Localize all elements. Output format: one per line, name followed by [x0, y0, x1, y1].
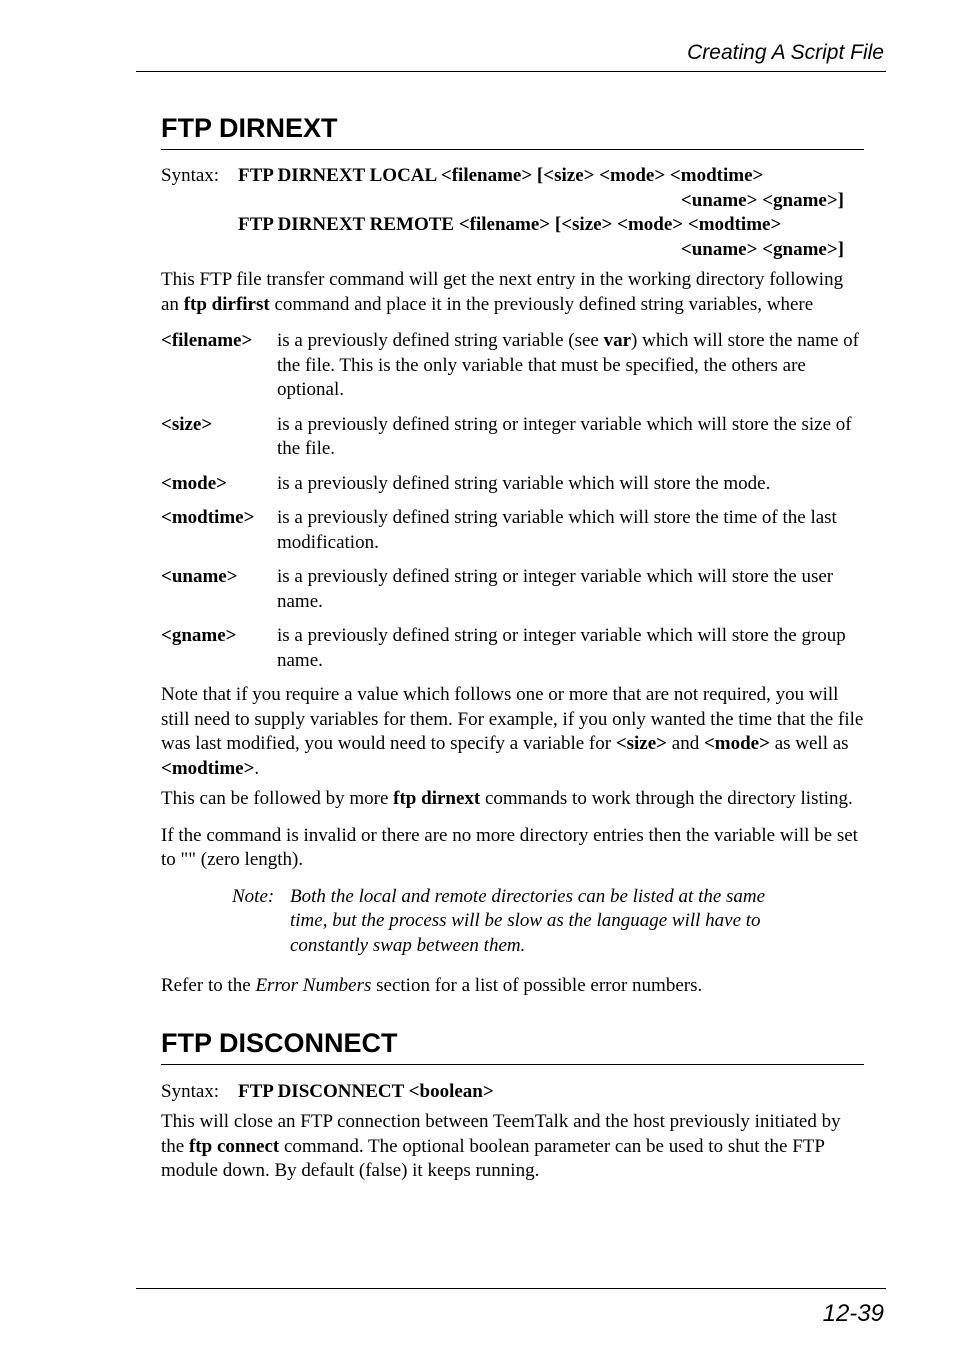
section-title-ftp-disconnect: FTP DISCONNECT: [161, 1026, 864, 1065]
definition-desc: is a previously defined string or integer variable which will store the group name.: [277, 625, 846, 671]
definition-item: [161, 565, 864, 614]
keyword-ftp-dirfirst: ftp dirfirst: [183, 293, 270, 315]
definition-item: [161, 329, 864, 403]
syntax-local-line-2: <uname> <gname>]: [680, 189, 844, 211]
note-block: [232, 885, 792, 959]
definition-desc: is a previously defined string variable (see var) which will store the name of the file. This is the only variable that must be specified, the others are optional.: [277, 330, 859, 400]
syntax-local-line-1: FTP DIRNEXT LOCAL <filename> [<size> <mode> <modtime>: [238, 165, 764, 186]
definition-desc: is a previously defined string variable which will store the mode.: [277, 472, 771, 494]
running-header: [136, 40, 886, 72]
definition-item: [161, 624, 864, 673]
definition-desc: is a previously defined string variable which will store the time of the last modification.: [277, 507, 837, 553]
definition-term: <uname>: [161, 566, 238, 587]
intro-paragraph: This FTP file transfer command will get the next entry in the working directory following an ftp dirfirst command and place it in the previously defined string variables, where: [161, 269, 844, 315]
syntax-remote-line-1: FTP DIRNEXT REMOTE <filename> [<size> <mode> <modtime>: [238, 214, 782, 235]
page-content: [161, 110, 864, 1184]
definition-term: <mode>: [161, 472, 227, 494]
note-label: Note:: [232, 885, 275, 907]
definition-item: [161, 472, 864, 497]
refer-paragraph: Refer to the Error Numbers section for a list of possible error numbers.: [161, 975, 703, 996]
definition-desc: is a previously defined string or integer variable which will store the size of the file.: [277, 413, 852, 459]
syntax-label: Syntax:: [161, 1080, 220, 1102]
page-number: 12-39: [822, 1300, 884, 1327]
definition-term: <gname>: [161, 625, 237, 646]
syntax-block-dirnext: [161, 164, 864, 262]
syntax-remote-line-2: <uname> <gname>]: [680, 238, 844, 260]
syntax-commands: [238, 164, 864, 262]
definition-item: [161, 506, 864, 555]
definition-term: <modtime>: [161, 507, 255, 528]
definition-term: <filename>: [161, 330, 253, 351]
required-values-paragraph: Note that if you require a value which follows one or more that are not required, you will still need to supply variables for them. For example, if you only wanted the time that the file was last modified, you would need to specify a variable for <size> and <mode> as well as <modtime>.: [161, 684, 864, 779]
definition-desc: is a previously defined string or integer variable which will store the user name.: [277, 566, 834, 612]
definition-list: [161, 329, 864, 673]
running-header-title: Creating A Script File: [687, 41, 884, 64]
follow-paragraph: This can be followed by more ftp dirnext commands to work through the directory listing.: [161, 788, 853, 809]
disconnect-paragraph: This will close an FTP connection between TeemTalk and the host previously initiated by the ftp connect command. The optional boolean parameter can be used to shut the FTP module down. By default (false) it keeps running.: [161, 1111, 841, 1181]
invalid-paragraph: If the command is invalid or there are no more directory entries then the variable will be set to "" (zero length).: [161, 824, 858, 870]
definition-item: [161, 413, 864, 462]
definition-term: <size>: [161, 413, 213, 435]
syntax-command: FTP DISCONNECT <boolean>: [238, 1080, 494, 1102]
syntax-label: Syntax:: [161, 165, 220, 186]
section-title-ftp-dirnext: FTP DIRNEXT: [161, 111, 864, 150]
keyword-var: var: [603, 330, 632, 351]
error-numbers-ref: Error Numbers: [255, 975, 372, 996]
keyword-ftp-connect: ftp connect: [188, 1135, 280, 1157]
note-text: Both the local and remote directories can be listed at the same time, but the process will be slow as the language will have to constantly swap between them.: [290, 885, 766, 956]
syntax-block-disconnect: [161, 1080, 864, 1105]
keyword-ftp-dirnext: ftp dirnext: [393, 788, 481, 809]
running-footer: [136, 1288, 886, 1327]
